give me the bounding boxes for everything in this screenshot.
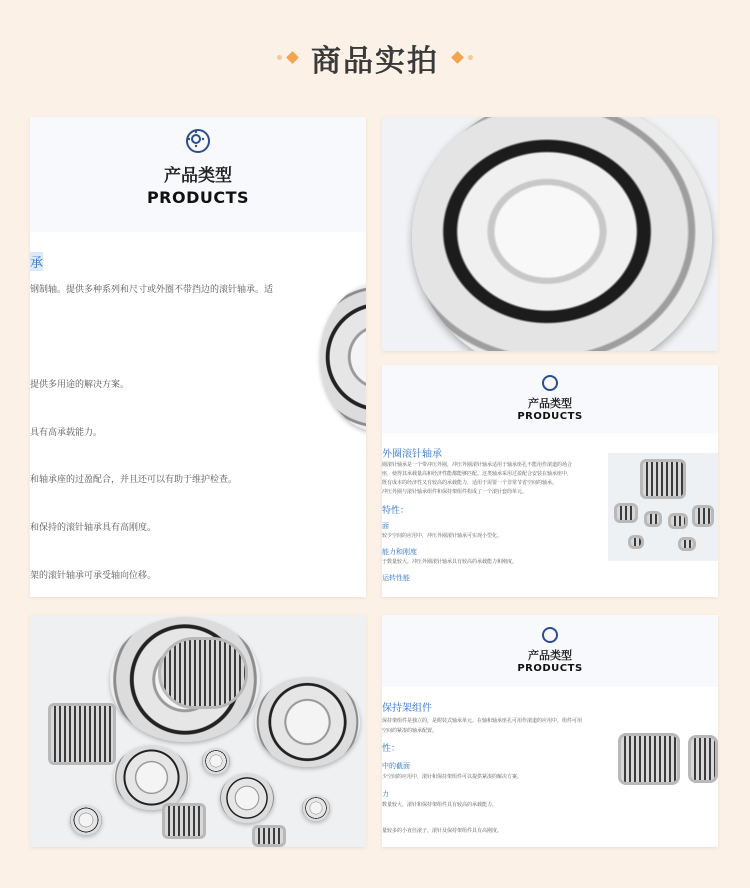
doc-feature-1-title: 面 xyxy=(382,522,389,530)
doc-feature-3-title: 运转性能 xyxy=(382,574,410,582)
doc-line-2: 提供多用途的解决方案。 xyxy=(30,380,130,390)
brand-logo-icon xyxy=(186,129,210,153)
decor-dot-left-icon xyxy=(277,55,282,60)
doc-features-label: 特性： xyxy=(382,506,410,516)
doc-para-line-1: 保持架组件是独立的，是附装式轴承单元。在轴和轴承座孔可用作滚道的应用中，组件可用 xyxy=(382,718,583,724)
diamond-left-icon xyxy=(286,51,299,64)
decor-dot-right-icon xyxy=(468,55,473,60)
bearing-closeup-photo xyxy=(382,117,718,351)
doc-para-line-2: 座，使得其承载量高和经济性能都能够匹配。这类轴承采用过盈配合安装在轴承座中， xyxy=(382,471,573,477)
doc-cn-title: 产品类型 xyxy=(528,649,572,662)
doc-section-title: 外圈滚针轴承 xyxy=(382,449,442,460)
doc-line-4: 和轴承座的过盈配合，并且还可以有助于维护检查。 xyxy=(30,475,238,485)
bearing-ring-icon xyxy=(114,745,189,810)
doc-line-3: 具有高承载能力。 xyxy=(30,428,103,438)
brand-logo-small-icon xyxy=(542,375,558,391)
doc-feature-1-title: 中的截面 xyxy=(382,762,410,770)
doc-feature-2-desc: 数量较大，滚针和保持架组件具有较高的承载能力。 xyxy=(382,802,498,808)
doc-en-title: PRODUCTS xyxy=(517,663,583,674)
bearing-ring-icon xyxy=(220,773,274,823)
doc-feature-2-title: 力 xyxy=(382,790,389,798)
doc-feature-2-title: 能力和刚度 xyxy=(382,548,417,556)
bearing-ring-large-icon xyxy=(412,117,712,351)
bearing-ring-icon xyxy=(302,795,330,821)
needle-bearing-icon xyxy=(162,803,206,839)
doc-en-title: PRODUCTS xyxy=(146,188,250,207)
doc-body xyxy=(30,232,366,597)
needle-bearing-icon xyxy=(678,537,696,551)
doc-para-line-4: 冲压外圈与滚针轴承组件和保持架组件构成了一个滚针套筒单元。 xyxy=(382,489,528,495)
product-doc-photo-2 xyxy=(382,365,718,597)
bearing-ring-icon xyxy=(202,748,230,774)
needle-bearing-icon xyxy=(48,703,116,765)
doc-cn-title: 产品类型 xyxy=(164,166,232,186)
product-doc-photo-1 xyxy=(30,117,366,597)
needle-bearing-icon xyxy=(692,505,714,527)
doc-feature-2-desc: 于数量较大，冲压外圈滚针轴承具有较高的承载能力和刚度。 xyxy=(382,559,518,565)
needle-bearing-icon xyxy=(614,503,638,523)
doc-en-title: PRODUCTS xyxy=(517,411,583,422)
needle-bearing-icon xyxy=(252,825,286,847)
needle-bearing-icon xyxy=(644,511,662,527)
doc-section-fragment: 承 xyxy=(30,252,43,271)
needle-bearing-icon xyxy=(628,535,644,549)
doc-para-line-2: 空间的紧凑的轴承配置。 xyxy=(382,728,438,734)
needle-bearing-icon xyxy=(158,637,248,709)
bearing-set-image xyxy=(608,453,718,561)
needle-bearing-icon xyxy=(640,459,686,499)
diamond-right-icon xyxy=(451,51,464,64)
bearing-ring-icon xyxy=(70,805,102,835)
cage-assembly-icon xyxy=(618,733,680,785)
bearings-assortment-photo xyxy=(30,615,366,847)
doc-features-label: 性： xyxy=(382,744,401,754)
doc-para-line-3: 既有成本的经济性又有较高的承载能力，适用于需要一个非常节省空间的轴承。 xyxy=(382,480,558,486)
doc-cn-title: 产品类型 xyxy=(528,397,572,410)
doc-last-line: 量较多的小直径滚子，滚针及保持架组件具有高刚度。 xyxy=(382,828,503,834)
needle-bearing-icon xyxy=(668,513,688,529)
product-doc-photo-3 xyxy=(382,615,718,847)
brand-logo-small-icon xyxy=(542,627,558,643)
section-header xyxy=(0,0,750,115)
bearing-ring-icon xyxy=(255,677,360,767)
doc-line-5: 和保持的滚针轴承具有高刚度。 xyxy=(30,523,157,533)
page-title: 商品实拍 xyxy=(311,43,439,79)
cage-assembly-icon xyxy=(688,735,718,783)
doc-para-line-1: 圈滚针轴承是一个带冲压外圈，冲压外圈滚针轴承适用于轴承座孔不能用作滚道的场合 xyxy=(382,462,573,468)
doc-feature-1-desc: 较少空间的应用中，冲压外圈滚针轴承可实现小型化。 xyxy=(382,533,503,539)
doc-section-title: 保持架组件 xyxy=(382,703,432,714)
doc-line-1: 钢制轴。提供多种系列和尺寸或外圈不带挡边的滚针轴承。适 xyxy=(30,285,274,295)
doc-feature-1-desc: 少空间的应用中，滚针和保持架组件可以提供紧凑的解决方案。 xyxy=(382,774,523,780)
doc-line-6: 架的滚针轴承可承受轴向位移。 xyxy=(30,571,157,581)
